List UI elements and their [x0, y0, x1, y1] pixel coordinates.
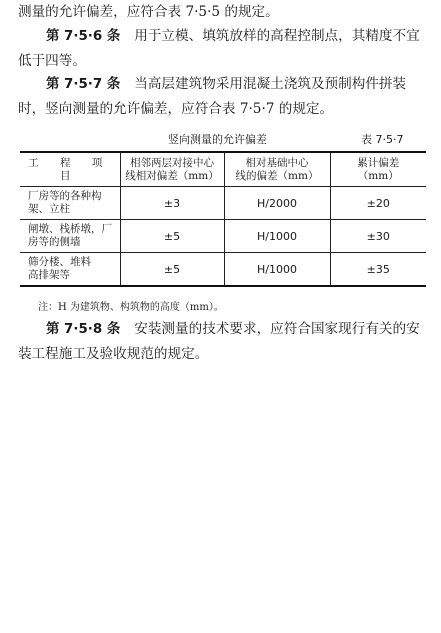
cell-cumulative: ±20	[330, 187, 426, 220]
article-text: 用于立模、填筑放样的高程控制点，其精度不宜低于四等。	[18, 28, 420, 69]
table-caption	[0, 131, 441, 147]
header-cumulative: 累计偏差 （mm）	[330, 152, 426, 187]
cell-adjacent: ±5	[120, 253, 224, 287]
header-adjacent: 相邻两层对接中心 线相对偏差（mm）	[120, 152, 224, 187]
header-item: 工 程 项 目	[20, 152, 120, 187]
table-row	[20, 187, 426, 220]
article-text: 安装测量的技术要求，应符合国家现行有关的安装工程施工及验收规范的规定。	[18, 321, 420, 362]
cell-item: 筛分楼、堆料 高排架等	[20, 253, 120, 287]
table-note: 注：H 为建筑物、构筑物的高度（mm）。	[38, 302, 224, 313]
cell-cumulative: ±30	[330, 220, 426, 253]
cell-adjacent: ±3	[120, 187, 224, 220]
table-number: 表 7·5·7	[361, 133, 404, 146]
tolerance-table	[20, 151, 426, 287]
table-title: 竖向测量的允许偏差	[168, 133, 267, 146]
table-header-row	[20, 152, 426, 187]
article-text: 当高层建筑物采用混凝土浇筑及预制构件拼装时，竖向测量的允许偏差，应符合表 7·5·7 的规定。	[18, 76, 407, 117]
cell-base: H/1000	[224, 220, 330, 253]
cell-adjacent: ±5	[120, 220, 224, 253]
paragraph-text: 测量的允许偏差，应符合表 7·5·5 的规定。	[18, 4, 279, 20]
cell-item: 闸墩、栈桥墩，厂 房等的侧墙	[20, 220, 120, 253]
article-number: 第 7·5·7 条	[46, 77, 121, 92]
table-row	[20, 220, 426, 253]
cell-cumulative: ±35	[330, 253, 426, 287]
table-row	[20, 253, 426, 287]
paragraph-continuation	[18, 0, 426, 24]
cell-base: H/1000	[224, 253, 330, 287]
header-base: 相对基础中心 线的偏差（mm）	[224, 152, 330, 187]
cell-item: 厂房等的各种构 架、立柱	[20, 187, 120, 220]
article-number: 第 7·5·8 条	[46, 322, 121, 337]
article-number: 第 7·5·6 条	[46, 29, 121, 44]
article-7-5-8	[18, 317, 426, 366]
article-7-5-7	[18, 72, 426, 121]
cell-base: H/2000	[224, 187, 330, 220]
article-7-5-6	[18, 24, 426, 73]
